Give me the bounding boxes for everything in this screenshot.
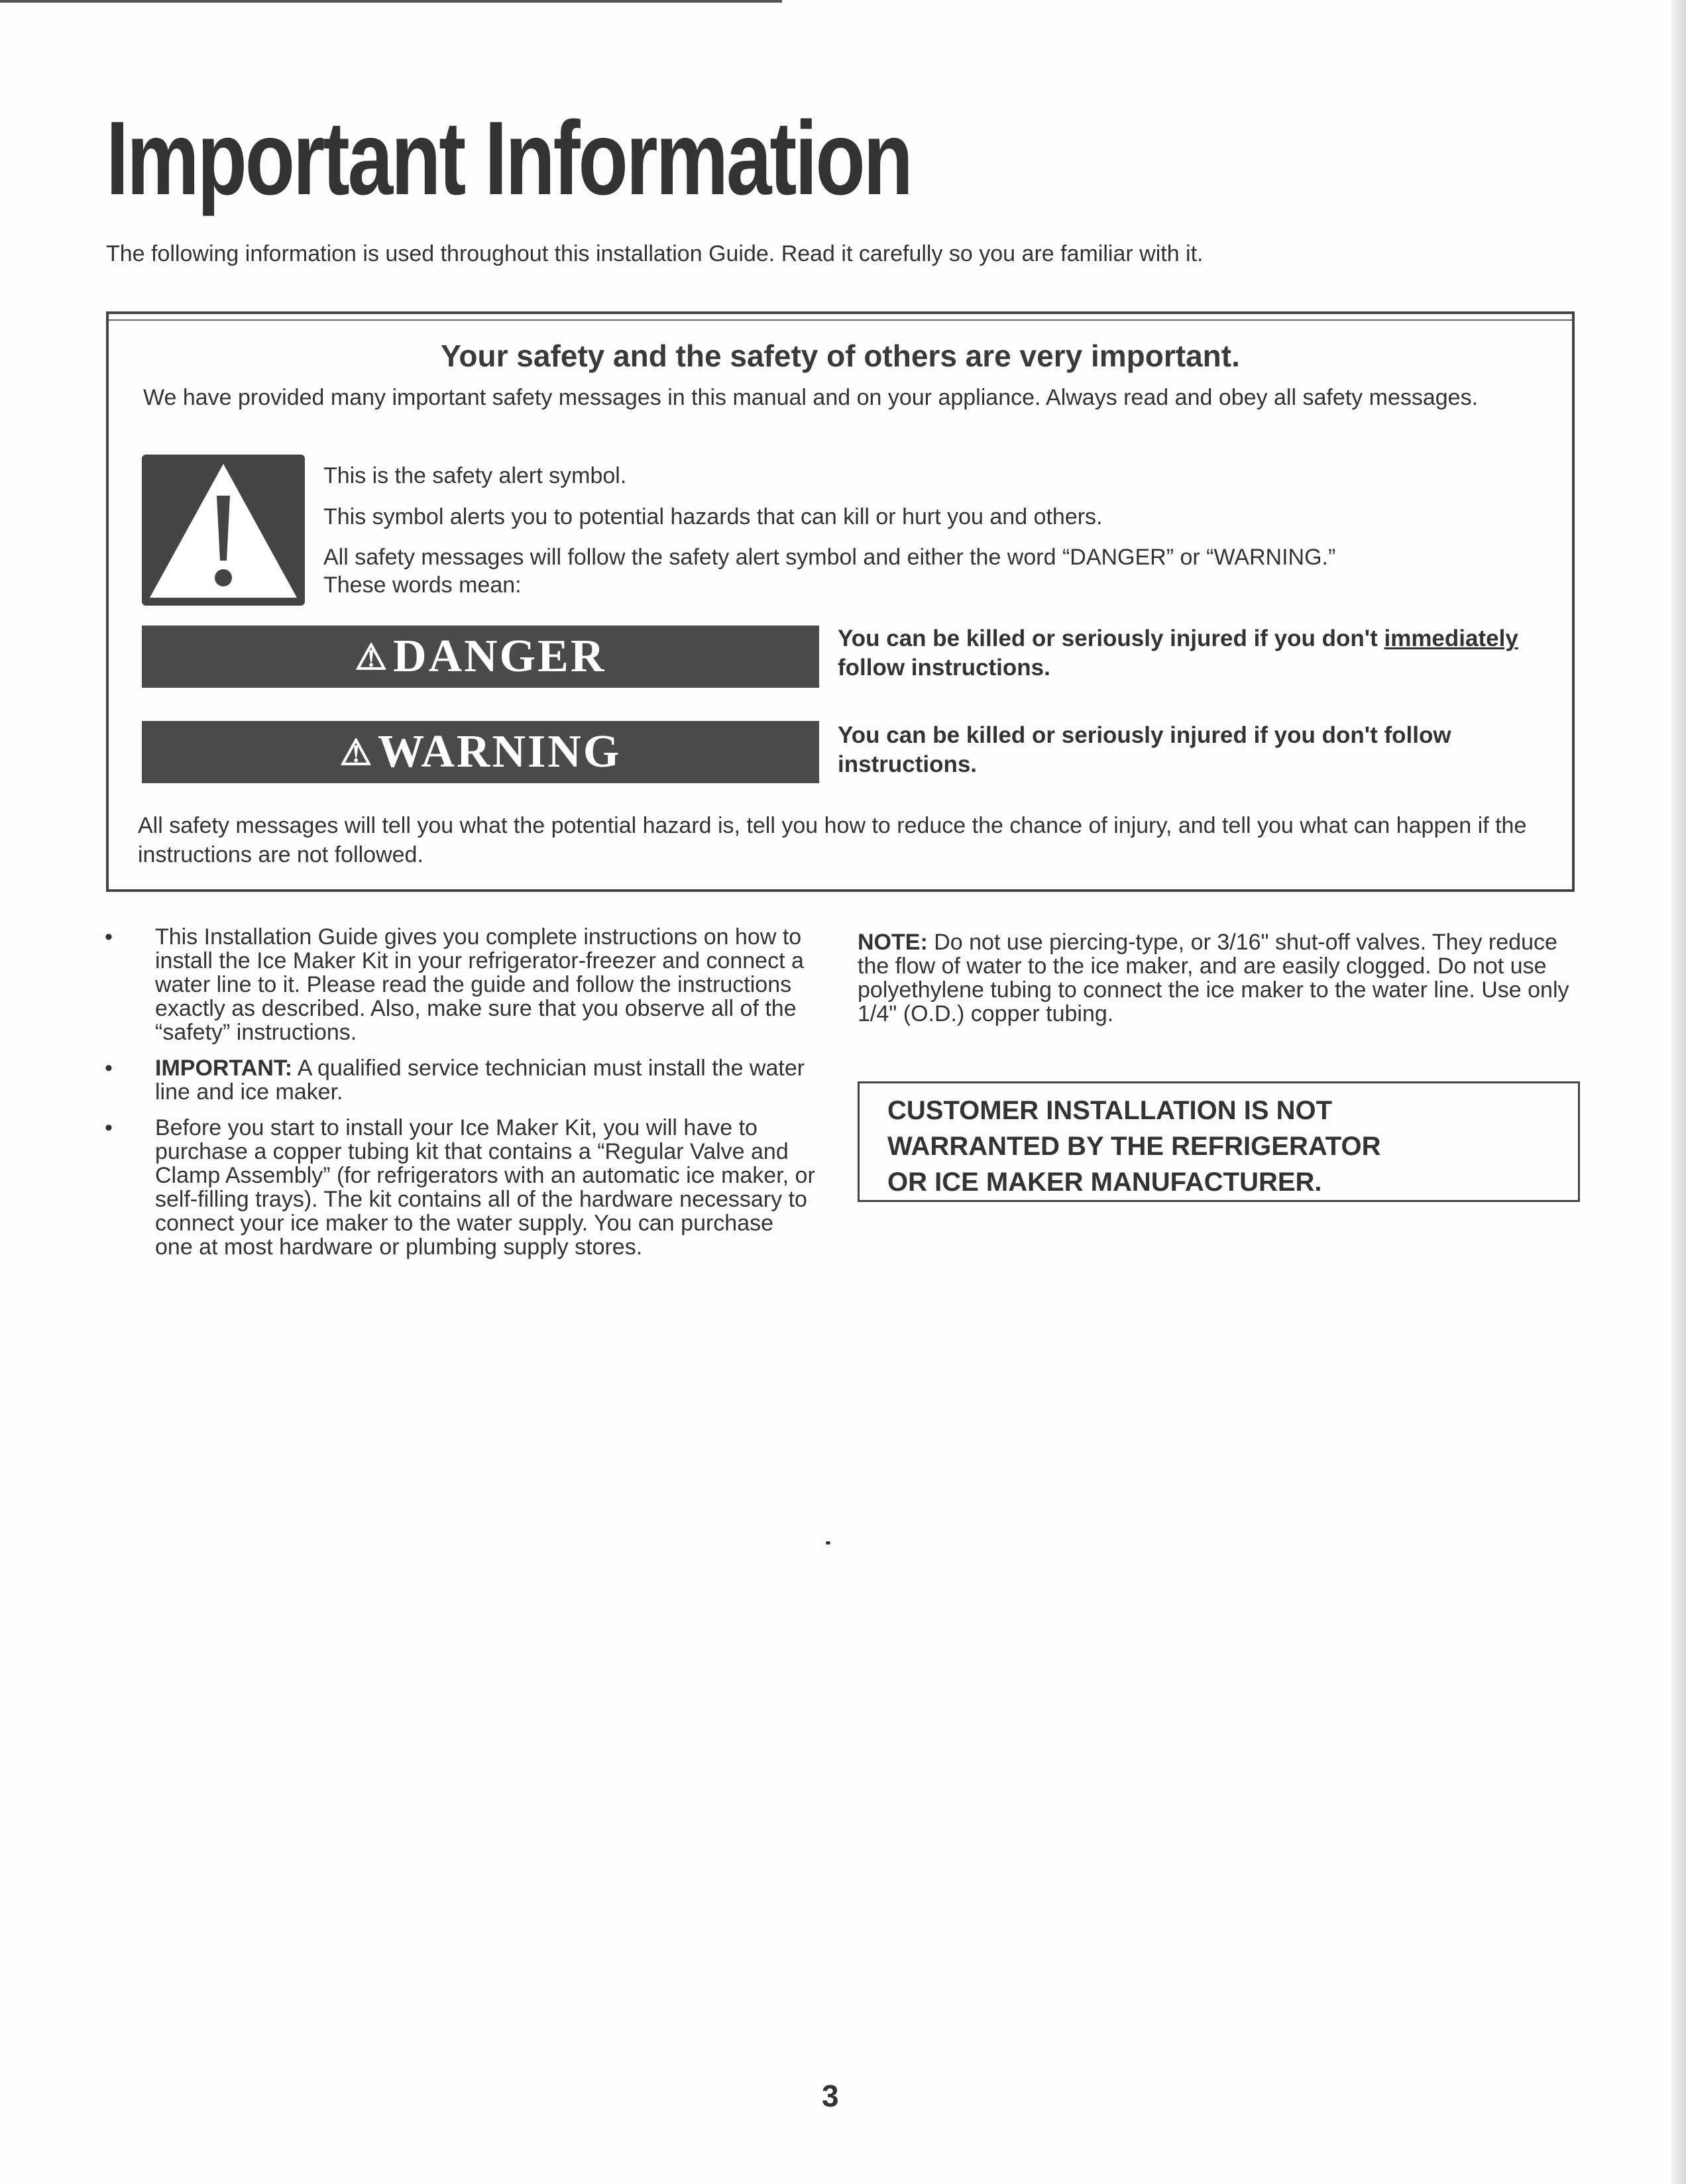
symbol-explanation bbox=[323, 461, 1335, 599]
alert-triangle-icon: ⚠ bbox=[339, 732, 374, 773]
danger-label bbox=[142, 626, 819, 688]
intro-text: The following information is used throughout this installation Guide. Read it carefully so you are familiar with it. bbox=[106, 241, 1204, 266]
notice-line: OR ICE MAKER MANUFACTURER. bbox=[887, 1168, 1322, 1197]
top-rule bbox=[0, 0, 782, 3]
bullet-icon: • bbox=[105, 1056, 113, 1081]
warning-triangle-icon bbox=[142, 455, 305, 606]
list-item: • IMPORTANT: A qualified service technician must install the water line and ice maker. bbox=[105, 1056, 805, 1105]
page-title: Important Information bbox=[106, 100, 911, 217]
notice-line: WARRANTED BY THE REFRIGERATOR bbox=[887, 1132, 1381, 1161]
notice-line: CUSTOMER INSTALLATION IS NOT bbox=[887, 1096, 1333, 1125]
warning-word: WARNING bbox=[378, 726, 622, 777]
symbol-line: This symbol alerts you to potential hazards that can kill or hurt you and others. bbox=[323, 504, 1103, 529]
page-number: 3 bbox=[822, 2079, 839, 2113]
danger-description: You can be killed or seriously injured if you don't immediately follow instructions. bbox=[838, 626, 1518, 681]
instruction-list bbox=[99, 925, 815, 1271]
safety-outro: All safety messages will tell you what the potential hazard is, tell you how to reduce the chance of injury, and tell you what can happen if the instructions are not followed. bbox=[138, 813, 1527, 867]
emphasis-word: immediately bbox=[1384, 626, 1518, 651]
page-edge bbox=[1671, 0, 1686, 2184]
bullet-icon: • bbox=[105, 924, 113, 950]
warning-label bbox=[142, 721, 819, 783]
symbol-line: All safety messages will follow the safety alert symbol and either the word “DANGER” or “WARNING.” These words mean: bbox=[323, 545, 1336, 598]
symbol-line: This is the safety alert symbol. bbox=[323, 463, 627, 488]
list-item: • Before you start to install your Ice Maker Kit, you will have to purchase a copper tubing kit that contains a “Regular Valve and Clamp Assembly” (for refrigerators with an automatic ice maker, or self-filling trays). The kit contains all of the hardware necessary to connect your ice maker to the water supply. You can purchase one at most hardware or plumbing supply stores. bbox=[105, 1115, 815, 1260]
safety-heading: Your safety and the safety of others are very important. bbox=[441, 339, 1240, 373]
list-item: • This Installation Guide gives you complete instructions on how to install the Ice Maker Kit in your refrigerator-freezer and connect a water line to it. Please read the guide and follow the instructions exactly as described. Also, make sure that you observe all of the “safety” instructions. bbox=[105, 924, 804, 1045]
note-label: NOTE: bbox=[858, 930, 928, 955]
danger-word: DANGER bbox=[393, 631, 606, 682]
warning-description: You can be killed or seriously injured if you don't follow instructions. bbox=[838, 722, 1451, 777]
customer-notice-box bbox=[858, 1081, 1580, 1202]
bullet-icon: • bbox=[105, 1115, 113, 1140]
safety-intro: We have provided many important safety messages in this manual and on your appliance. Always read and obey all safety messages. bbox=[143, 385, 1479, 410]
note-text: NOTE: Do not use piercing-type, or 3/16" shut-off valves. They reduce the flow of water to the ice maker, and are easily clogged. Do not use polyethylene tubing to connect the ice maker to the water line. Use only 1/4" (O.D.) copper tubing. bbox=[858, 930, 1569, 1026]
print-speck bbox=[826, 1541, 830, 1545]
alert-triangle-icon: ⚠ bbox=[355, 637, 390, 677]
safety-box bbox=[106, 311, 1575, 892]
